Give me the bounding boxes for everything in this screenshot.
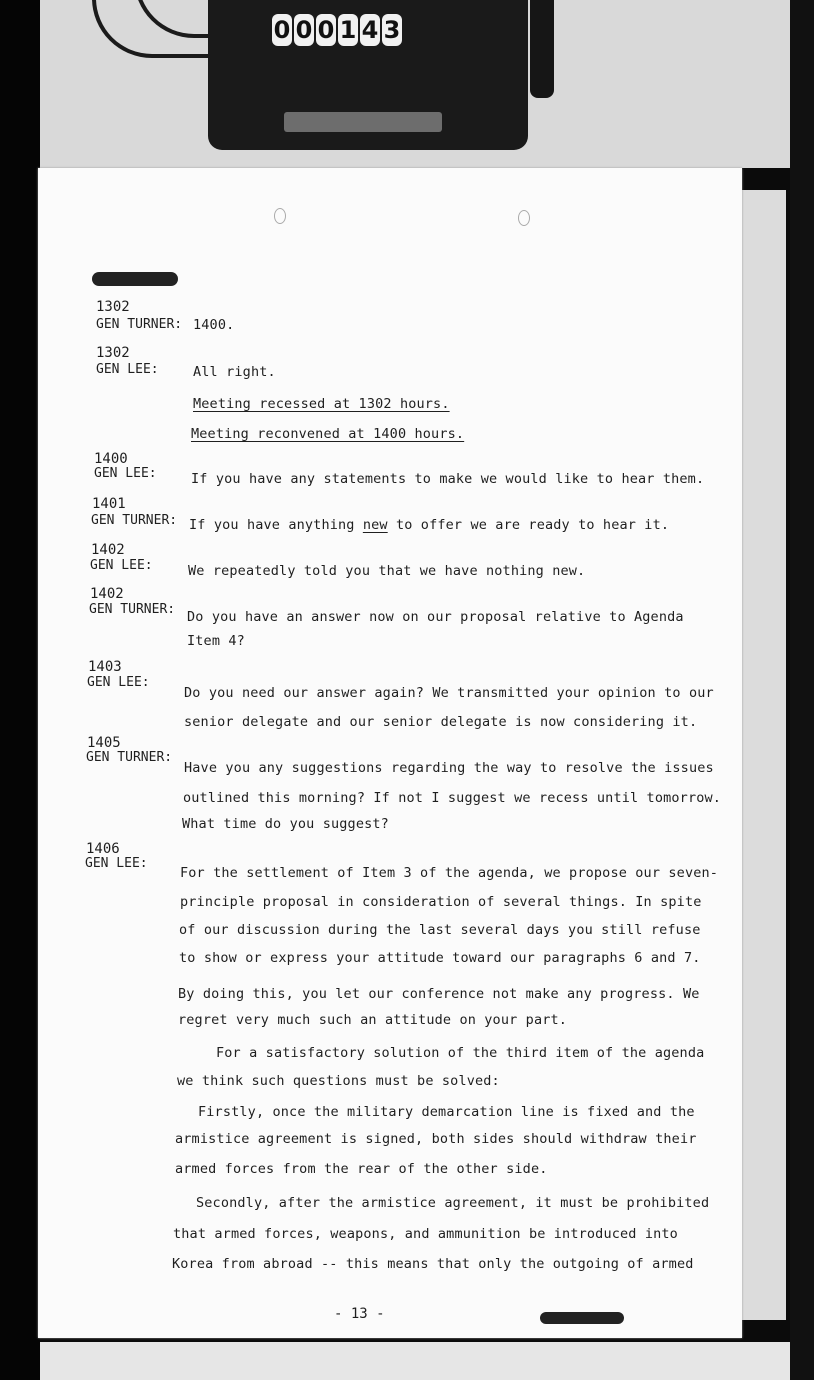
statement-line: outlined this morning? If not I suggest we recess until tomorrow.: [183, 790, 722, 806]
counter-digit: 4: [361, 16, 379, 44]
speaker-label: GEN TURNER:: [86, 750, 173, 765]
statement-line: Do you have an answer now on our proposal relative to Agenda: [187, 609, 684, 625]
statement-line: Secondly, after the armistice agreement, it must be prohibited: [196, 1195, 710, 1211]
statement-line: For a satisfactory solution of the third item of the agenda: [216, 1045, 705, 1061]
turn-time: 1302: [96, 345, 130, 361]
film-border-right: [790, 0, 814, 1380]
statement-line: of our discussion during the last several days you still refuse: [179, 922, 701, 938]
speaker-label: GEN LEE:: [85, 856, 148, 871]
speaker-label: GEN TURNER:: [89, 602, 176, 617]
film-border-left: [0, 0, 40, 1380]
film-background-bottom: [40, 1342, 790, 1380]
statement-line: that armed forces, weapons, and ammunition be introduced into: [173, 1226, 678, 1242]
turn-time: 1402: [91, 542, 125, 558]
statement-line: All right.: [193, 364, 276, 380]
statement-line: principle proposal in consideration of several things. In spite: [180, 894, 702, 910]
speaker-label: GEN LEE:: [87, 675, 150, 690]
statement-text: to offer we are ready to hear it.: [395, 517, 670, 533]
statement-line: regret very much such an attitude on your part.: [178, 1012, 568, 1028]
statement-line: armed forces from the rear of the other side.: [175, 1161, 548, 1177]
statement-line: For the settlement of Item 3 of the agenda, we propose our seven-: [180, 865, 719, 881]
counter-digit: 0: [295, 16, 313, 44]
statement-line: Korea from abroad -- this means that only the outgoing of armed: [172, 1256, 694, 1272]
transcript-page: [38, 168, 742, 1338]
counter-nameplate: [284, 112, 442, 132]
backing-sheet: [740, 190, 786, 1320]
turn-time: 1403: [88, 659, 122, 675]
statement-line: [189, 517, 669, 533]
statement-line: We repeatedly told you that we have nothing new.: [188, 563, 586, 579]
emphasized-word: new: [362, 517, 388, 533]
counter-digit: 1: [339, 16, 357, 44]
speaker-label: GEN TURNER:: [91, 513, 178, 528]
turn-time: 1400: [94, 451, 128, 467]
counter-knob: [530, 0, 554, 98]
counter-digit: 3: [383, 16, 401, 44]
turn-time: 1406: [86, 841, 120, 857]
punch-hole: [518, 210, 530, 226]
speaker-label: GEN LEE:: [90, 558, 153, 573]
statement-line: Do you need our answer again? We transmitted your opinion to our: [184, 685, 714, 701]
redaction-mark: [92, 272, 178, 286]
turn-time: 1401: [92, 496, 126, 512]
turn-time: 1402: [90, 586, 124, 602]
turn-time: 1405: [87, 735, 121, 751]
statement-line: If you have any statements to make we would like to hear them.: [191, 471, 705, 487]
speaker-label: GEN TURNER:: [96, 317, 183, 332]
frame-counter: [272, 14, 402, 46]
redaction-mark: [540, 1312, 624, 1324]
procedural-note: Meeting recessed at 1302 hours.: [193, 396, 450, 412]
speaker-label: GEN LEE:: [96, 362, 159, 377]
statement-line: Have you any suggestions regarding the way to resolve the issues: [184, 760, 714, 776]
statement-line: to show or express your attitude toward our paragraphs 6 and 7.: [179, 950, 701, 966]
turn-time: 1302: [96, 299, 130, 315]
statement-line: armistice agreement is signed, both sides should withdraw their: [175, 1131, 697, 1147]
procedural-note: Meeting reconvened at 1400 hours.: [191, 426, 465, 442]
statement-line: What time do you suggest?: [182, 816, 389, 832]
punch-hole: [274, 208, 286, 224]
statement-text: If you have anything: [189, 517, 355, 533]
statement-line: senior delegate and our senior delegate is now considering it.: [184, 714, 698, 730]
counter-digit: 0: [273, 16, 291, 44]
speaker-label: GEN LEE:: [94, 466, 157, 481]
statement-line: Firstly, once the military demarcation line is fixed and the: [198, 1104, 695, 1120]
statement-line: By doing this, you let our conference not make any progress. We: [178, 986, 700, 1002]
statement-line: Item 4?: [187, 633, 245, 649]
statement-line: 1400.: [193, 317, 235, 333]
statement-line: we think such questions must be solved:: [177, 1073, 500, 1089]
page-number: - 13 -: [334, 1306, 385, 1322]
counter-digit: 0: [317, 16, 335, 44]
